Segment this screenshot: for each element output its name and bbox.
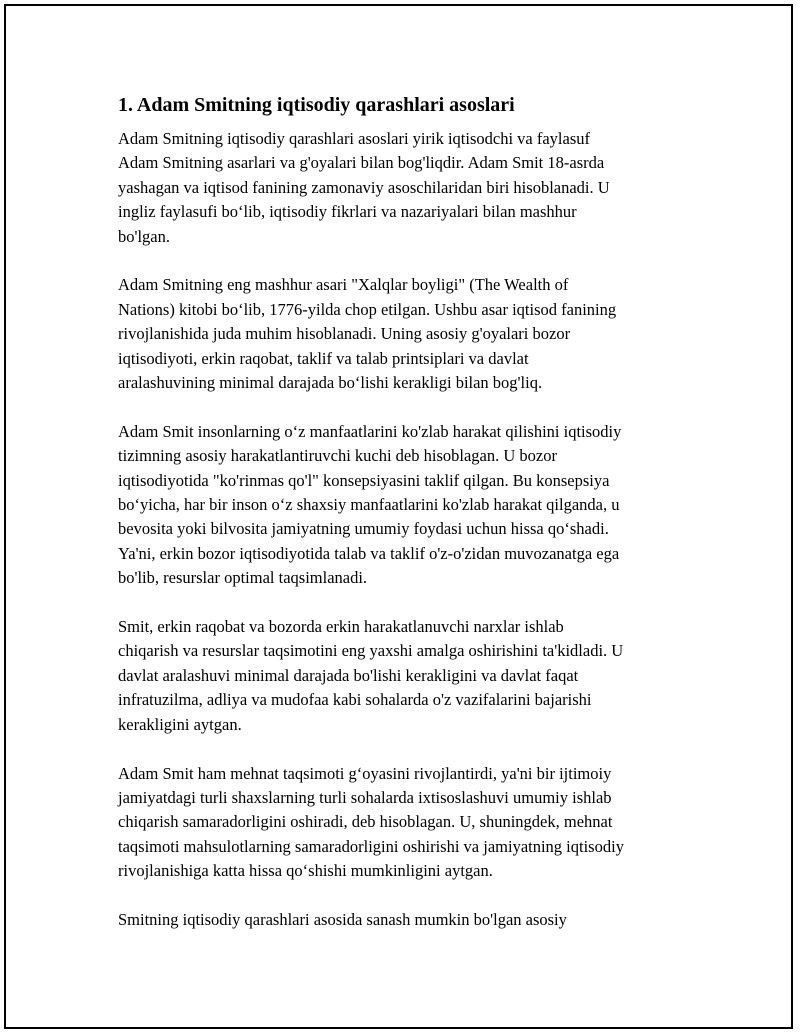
text-line: tizimning asosiy harakatlantiruvchi kuchi deb hisoblagan. U bozor <box>118 446 557 466</box>
text-line: infratuzilma, adliya va mudofaa kabi sohalarda o'z vazifalarini bajarishi <box>118 690 592 710</box>
paragraph-5 <box>118 762 688 884</box>
paragraph-6 <box>118 908 688 932</box>
paragraph-3 <box>118 420 688 591</box>
text-line: chiqarish samaradorligini oshiradi, deb hisoblagan. U, shuningdek, mehnat <box>118 812 613 832</box>
paragraph-4 <box>118 615 688 737</box>
text-line: ingliz faylasufi bo‘lib, iqtisodiy fikrlari va nazariyalari bilan mashhur <box>118 202 577 222</box>
text-line: Adam Smitning eng mashhur asari "Xalqlar boyligi" (The Wealth of <box>118 275 569 295</box>
text-line: chiqarish va resurslar taqsimotini eng yaxshi amalga oshirishini ta'kidladi. U <box>118 641 624 661</box>
text-line: Smit, erkin raqobat va bozorda erkin harakatlanuvchi narxlar ishlab <box>118 617 564 637</box>
text-line: Adam Smitning iqtisodiy qarashlari asoslari yirik iqtisodchi va faylasuf <box>118 129 591 148</box>
text-line: bo'lib, resurslar optimal taqsimlanadi. <box>118 568 368 588</box>
section-heading: 1. Adam Smitning iqtisodiy qarashlari asoslari <box>118 94 515 116</box>
text-line: jamiyatdagi turli shaxslarning turli sohalarda ixtisoslashuvi umumiy ishlab <box>118 787 612 807</box>
text-line: bo'lgan. <box>118 226 171 246</box>
text-line: iqtisodiyotida "ko'rinmas qo'l" konsepsiyasini taklif qilgan. Bu konsepsiya <box>118 470 610 490</box>
text-line: kerakligini aytgan. <box>118 714 242 734</box>
text-line: Adam Smitning asarlari va g'oyalari bilan bog'liqdir. Adam Smit 18-asrda <box>118 153 605 173</box>
text-line: Ya'ni, erkin bozor iqtisodiyotida talab va taklif o'z-o'zidan muvozanatga ega <box>118 543 620 563</box>
text-line: taqsimoti mahsulotlarning samaradorligini oshirishi va jamiyatning iqtisodiy <box>118 836 624 856</box>
text-line: bo‘yicha, har bir inson o‘z shaxsiy manfaatlarini ko'zlab harakat qilganda, u <box>118 495 620 515</box>
text-line: rivojlanishiga katta hissa qo‘shishi mumkinligini aytgan. <box>118 861 493 881</box>
text-line: Nations) kitobi bo‘lib, 1776-yilda chop etilgan. Ushbu asar iqtisod fanining <box>118 299 617 319</box>
text-line: Smitning iqtisodiy qarashlari asosida sanash mumkin bo'lgan asosiy <box>118 909 567 929</box>
text-line: bevosita yoki bilvosita jamiyatning umumiy foydasi uchun hissa qo‘shadi. <box>118 519 609 539</box>
text-line: rivojlanishida juda muhim hisoblanadi. Uning asosiy g'oyalari bozor <box>118 324 571 344</box>
text-line: Adam Smit insonlarning o‘z manfaatlarini ko'zlab harakat qilishini iqtisodiy <box>118 421 622 441</box>
paragraph-2 <box>118 273 688 395</box>
text-line: Adam Smit ham mehnat taqsimoti g‘oyasini rivojlantirdi, ya'ni bir ijtimoiy <box>118 763 612 783</box>
document-body <box>118 92 688 957</box>
text-line: yashagan va iqtisod fanining zamonaviy asoschilaridan biri hisoblanadi. U <box>118 177 610 197</box>
text-line: aralashuvining minimal darajada bo‘lishi kerakligi bilan bog'liq. <box>118 373 543 393</box>
text-line: davlat aralashuvi minimal darajada bo'lishi kerakligini va davlat faqat <box>118 665 579 685</box>
text-line: iqtisodiyoti, erkin raqobat, taklif va talab printsiplari va davlat <box>118 348 529 368</box>
paragraph-1 <box>118 127 688 249</box>
